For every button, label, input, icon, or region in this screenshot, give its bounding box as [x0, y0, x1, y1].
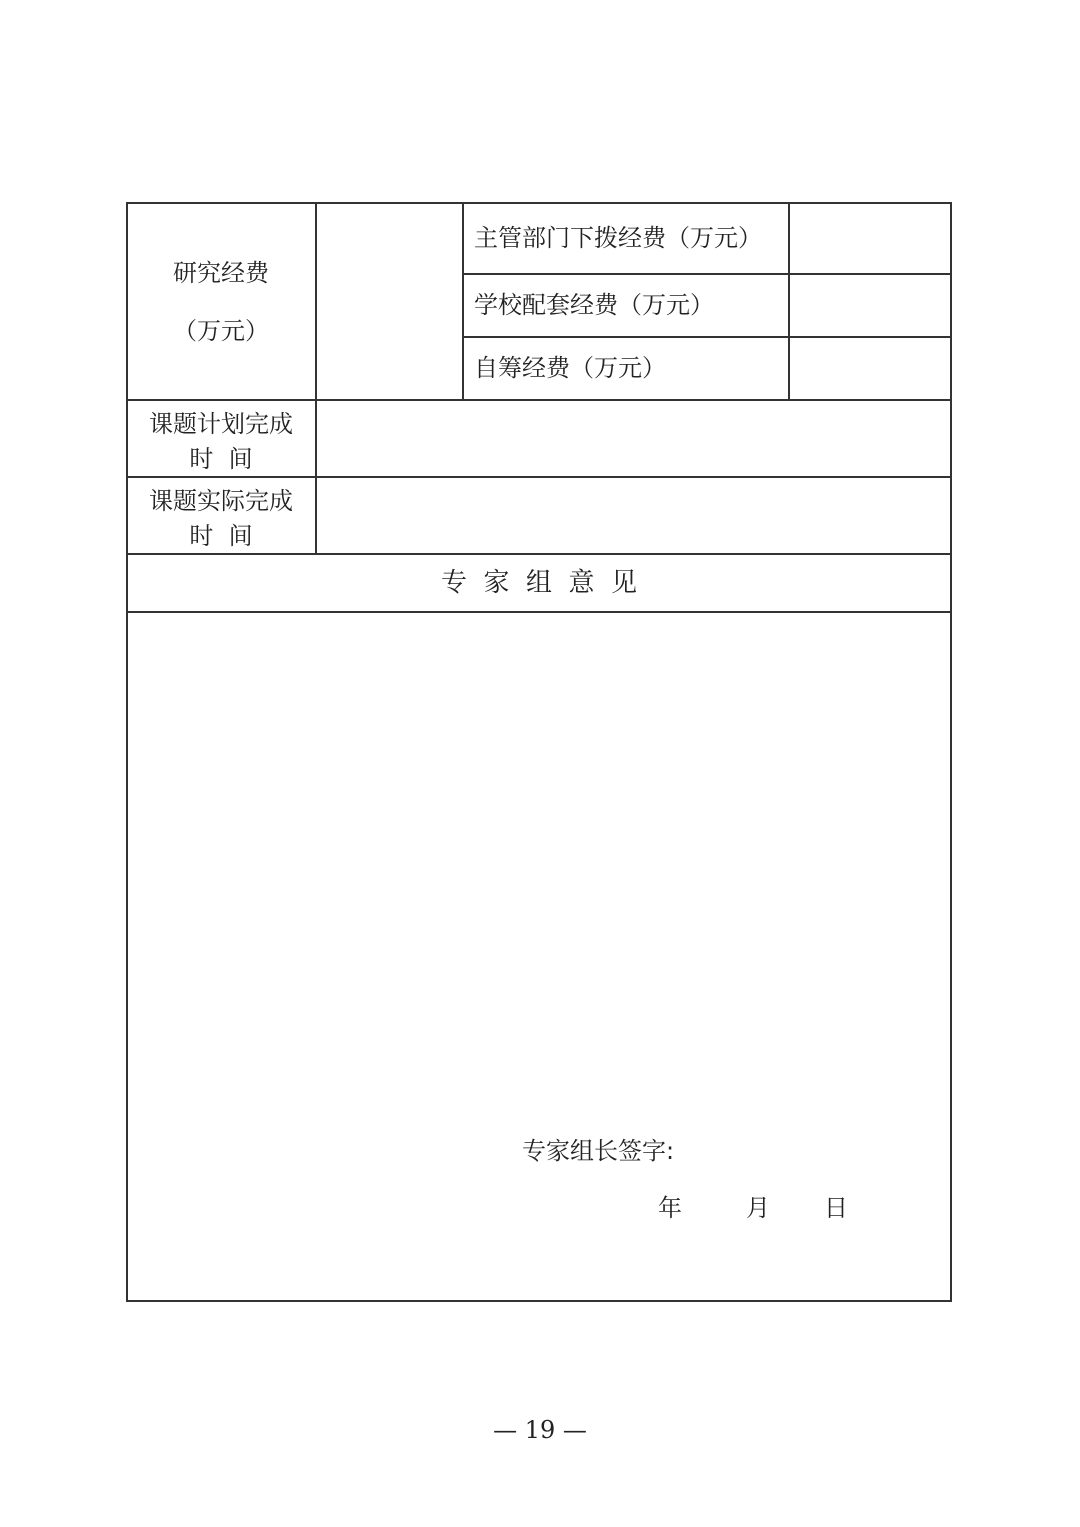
planned-completion-label: 课题计划完成 [149, 410, 293, 438]
divider-funding-row-1 [462, 273, 952, 275]
planned-completion-label-time: 时 间 [189, 445, 253, 473]
divider-funding-items [462, 202, 464, 400]
divider-row-funding [126, 399, 952, 401]
date-day-label: 日 [824, 1194, 848, 1222]
expert-leader-signature-label: 专家组长签字: [522, 1137, 675, 1165]
table-border-right [950, 202, 952, 1302]
date-year-label: 年 [658, 1194, 682, 1222]
actual-completion-label: 课题实际完成 [149, 487, 293, 515]
table-border-left [126, 202, 128, 1302]
table-border-top [126, 202, 952, 204]
divider-funding-values [788, 202, 790, 400]
funding-unit-label: （万元） [173, 317, 269, 345]
actual-completion-label-time: 时 间 [189, 522, 253, 550]
funding-item-allocated-label: 主管部门下拨经费（万元） [474, 224, 762, 252]
page-number: — 19 — [493, 1416, 587, 1444]
funding-item-school-label: 学校配套经费（万元） [474, 291, 714, 319]
divider-row-actual [126, 553, 952, 555]
table-border-bottom [126, 1300, 952, 1302]
expert-opinion-form [126, 202, 952, 1302]
divider-row-opinion-header [126, 611, 952, 613]
divider-funding-row-2 [462, 336, 952, 338]
funding-item-self-raised-label: 自筹经费（万元） [474, 354, 666, 382]
divider-row-planned [126, 476, 952, 478]
date-month-label: 月 [746, 1194, 770, 1222]
expert-opinion-header: 专 家 组 意 见 [440, 568, 638, 598]
funding-label: 研究经费 [173, 259, 269, 287]
